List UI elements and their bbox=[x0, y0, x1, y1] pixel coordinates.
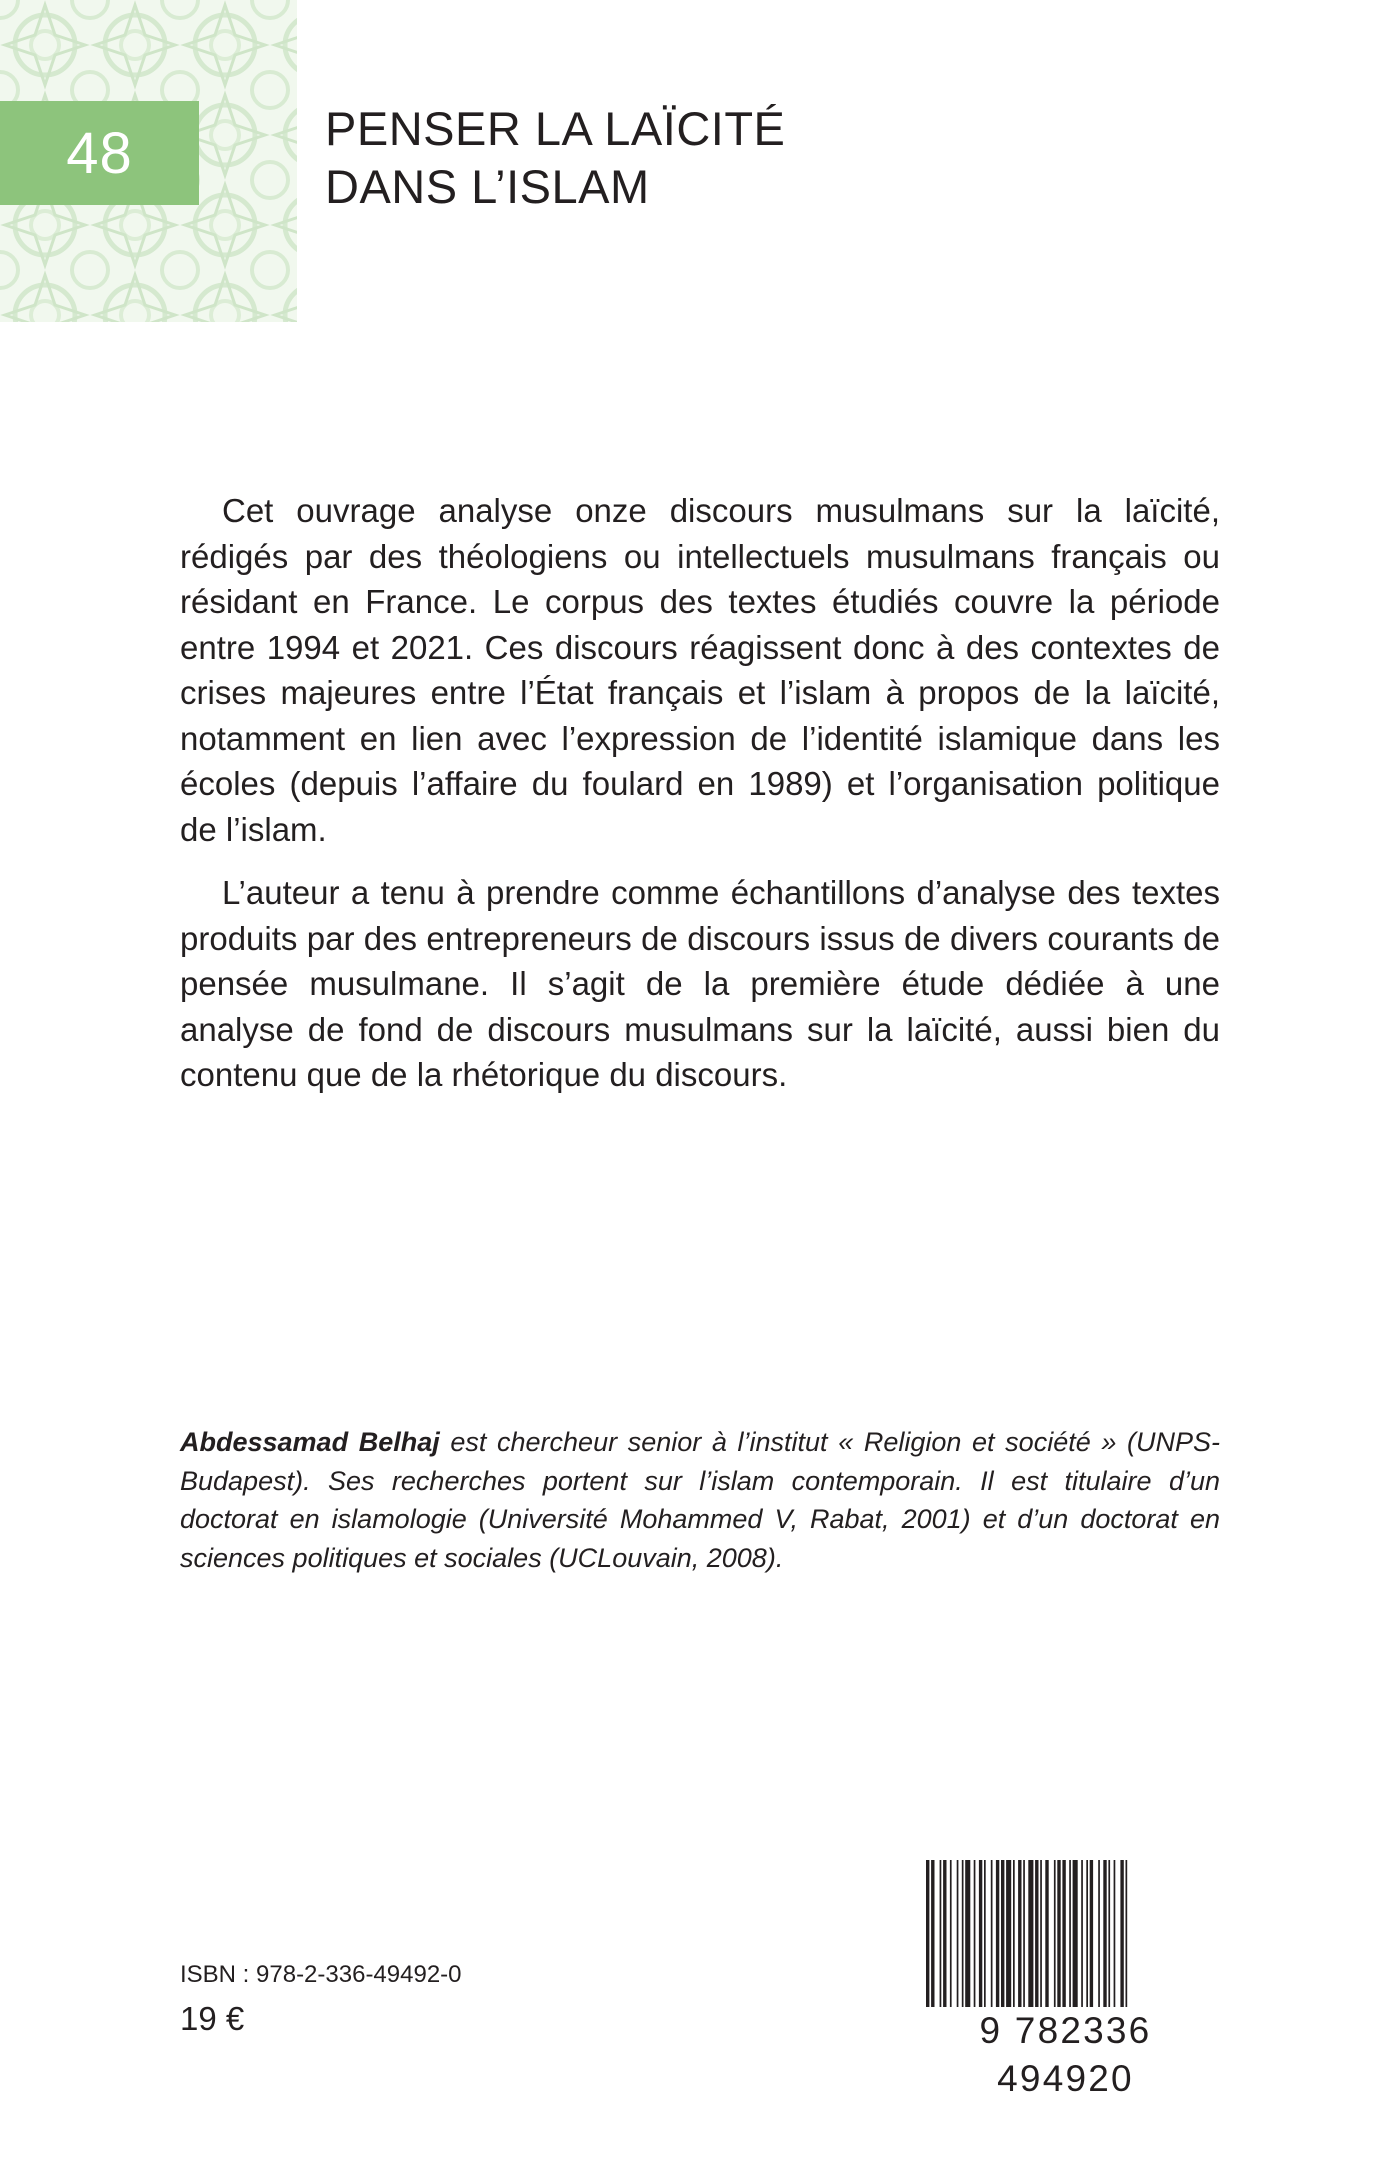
barcode-bar bbox=[1035, 1860, 1038, 2010]
barcode-bars bbox=[918, 1860, 1213, 2030]
barcode-bar bbox=[1098, 1860, 1100, 2010]
barcode-digits: 9 782336 494920 bbox=[918, 2007, 1213, 2055]
isbn-label: ISBN : 978-2-336-49492-0 bbox=[180, 1961, 462, 1988]
book-title-line-2: DANS L’ISLAM bbox=[325, 160, 650, 213]
author-name: Abdessamad Belhaj bbox=[180, 1427, 440, 1457]
book-summary bbox=[180, 488, 1220, 1116]
barcode-bar bbox=[965, 1860, 970, 2010]
barcode-bar bbox=[991, 1860, 993, 2010]
barcode-bar bbox=[1103, 1860, 1106, 2010]
barcode-bar bbox=[974, 1860, 976, 2010]
book-title bbox=[325, 100, 785, 216]
barcode-bar bbox=[950, 1860, 952, 2010]
barcode-bar bbox=[962, 1860, 964, 2010]
barcode-bar bbox=[1114, 1860, 1116, 2010]
barcode-bar bbox=[979, 1860, 982, 2010]
barcode-bar bbox=[1018, 1860, 1021, 2010]
barcode-bar bbox=[1108, 1860, 1110, 2010]
book-title-line-1: PENSER LA LAÏCITÉ bbox=[325, 102, 786, 155]
barcode-bar bbox=[1054, 1860, 1056, 2010]
barcode-bar bbox=[943, 1860, 946, 2010]
barcode-bar bbox=[1081, 1860, 1083, 2010]
barcode-bar bbox=[1006, 1860, 1011, 2010]
barcode-bar bbox=[996, 1860, 999, 2010]
barcode-bar bbox=[1069, 1860, 1071, 2010]
barcode-bar bbox=[1001, 1860, 1004, 2010]
barcode-bar bbox=[1045, 1860, 1048, 2010]
barcode-bar bbox=[1086, 1860, 1088, 2010]
barcode-bar bbox=[1073, 1860, 1078, 2010]
barcode-bar bbox=[1028, 1860, 1033, 2030]
barcode bbox=[918, 1860, 1213, 2099]
barcode-bar bbox=[1062, 1860, 1065, 2010]
summary-paragraph: L’auteur a tenu à prendre comme échantillons d’analyse des textes produits par des entrepreneurs de discours issus de divers courants de pensée musulmane. Il s’agit de la première étude dédiée à une analyse de fond de discours musulmans sur la laïcité, aussi bien du contenu que de la rhétorique du discours. bbox=[180, 874, 1220, 1093]
series-number-badge: 48 bbox=[0, 101, 199, 205]
barcode-bar bbox=[1040, 1860, 1042, 2010]
summary-paragraph: Cet ouvrage analyse onze discours musulmans sur la laïcité, rédigés par des théologiens ou intellectuels musulmans français ou résidant en France. Le corpus des textes étudiés couvre la période entre 1994 et 2021. Ces discours réagissent donc à des contextes de crises majeures entre l’État français et l’islam à propos de la laïcité, notamment en lien avec l’expression de l’identité islamique dans les écoles (depuis l’affaire du foulard en 1989) et l’organisation politique de l’islam. bbox=[180, 492, 1220, 848]
barcode-bar bbox=[957, 1860, 959, 2010]
barcode-bar bbox=[1120, 1860, 1123, 2010]
price-label: 19 € bbox=[180, 2000, 245, 2037]
barcode-bar bbox=[984, 1860, 986, 2010]
author-biography bbox=[180, 1423, 1220, 1577]
barcode-bar bbox=[940, 1860, 942, 2010]
barcode-bar bbox=[1090, 1860, 1093, 2010]
barcode-bar bbox=[1057, 1860, 1060, 2010]
barcode-bar bbox=[926, 1860, 929, 2030]
barcode-bar bbox=[931, 1860, 934, 2030]
author-bio-text: est chercheur senior à l’institut « Religion et société » (UNPS-Budapest). Ses recherches portent sur l’islam contemporain. Il est titulaire d’un doctorat en islamologie (Université Mohammed V, Rabat, 2001) et d’un doctorat en sciences politiques et sociales (UCLouvain, 2008). bbox=[180, 1427, 1221, 1573]
barcode-bar bbox=[1023, 1860, 1025, 2010]
barcode-bar bbox=[1126, 1860, 1128, 2030]
barcode-bar bbox=[1013, 1860, 1015, 2010]
